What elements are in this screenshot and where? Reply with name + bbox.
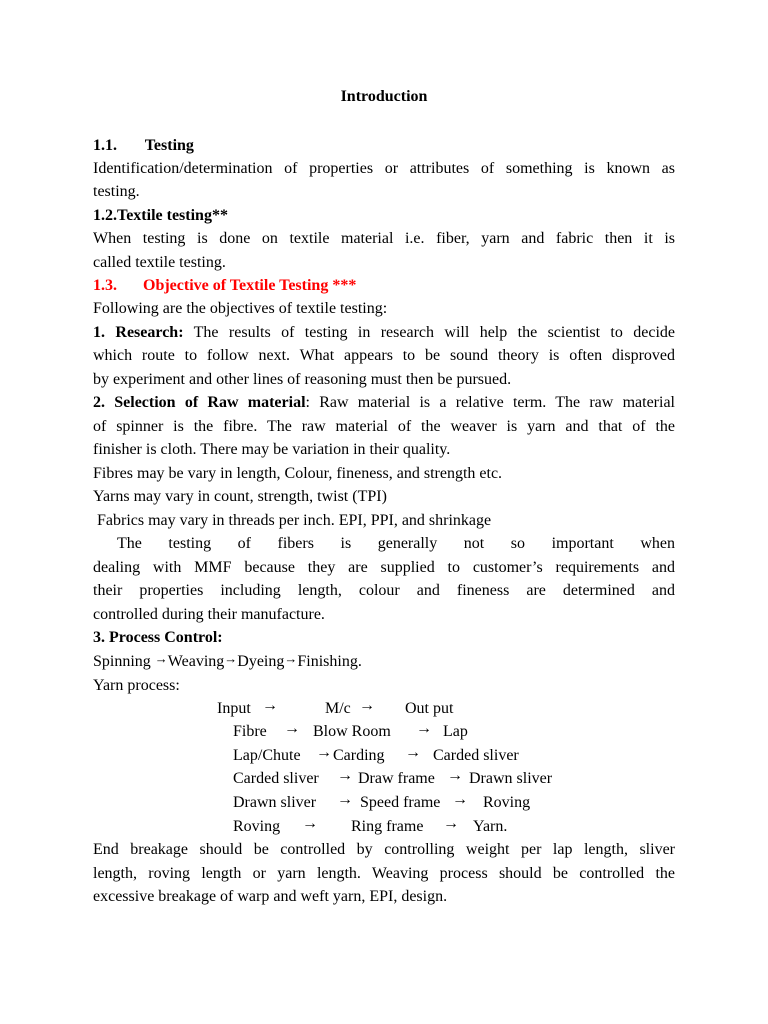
chain-step: Dyeing	[237, 653, 285, 670]
research-label: 1. Research:	[93, 324, 184, 341]
flow-cell: Drawn sliver	[469, 770, 553, 787]
flow-cell: Draw frame	[358, 770, 435, 787]
arrow-icon: →	[262, 697, 278, 714]
flow-cell: Input	[217, 700, 251, 717]
paragraph-line: When testing is done on textile material i.e. fiber, yarn and fabric then it is	[93, 230, 675, 247]
arrow-icon: →	[447, 767, 463, 784]
flow-cell: Fibre	[233, 723, 267, 740]
arrow-icon: →	[405, 744, 421, 761]
arrow-icon: →	[359, 697, 375, 714]
section-1-1-heading	[93, 136, 675, 156]
section-number: 1.1.	[93, 137, 117, 154]
research-line	[93, 323, 675, 343]
arrow-icon: →	[452, 791, 468, 808]
arrow-icon: →	[416, 720, 432, 737]
arrow-icon: →	[302, 815, 318, 832]
paragraph-line: which route to follow next. What appears to be sound theory is often disproved	[93, 347, 675, 364]
raw-material-text: : Raw material is a relative term. The raw material	[305, 394, 675, 411]
flow-cell: Carding	[333, 747, 385, 764]
paragraph-line: controlled during their manufacture.	[93, 606, 325, 623]
section-1-3-heading	[93, 276, 675, 296]
paragraph-line: excessive breakage of warp and weft yarn, EPI, design.	[93, 888, 448, 905]
page-title: Introduction	[340, 88, 428, 105]
arrow-icon: →	[337, 791, 353, 808]
paragraph-line: called textile testing.	[93, 254, 226, 271]
research-text: The results of testing in research will help the scientist to decide	[183, 324, 676, 341]
flow-cell: Yarn.	[473, 818, 508, 835]
flow-cell: Carded sliver	[433, 747, 519, 764]
paragraph-line: The testing of fibers is generally not so important when	[117, 535, 675, 552]
chain-step: Finishing.	[297, 653, 362, 670]
chain-step: Weaving	[167, 653, 225, 670]
paragraph-line: testing.	[93, 183, 140, 200]
arrow-icon: →	[224, 651, 238, 666]
section-number: 1.3.	[93, 277, 117, 294]
arrow-icon: →	[284, 651, 298, 666]
process-control-heading: 3. Process Control:	[93, 629, 223, 646]
paragraph-line: of spinner is the fibre. The raw material of the weaver is yarn and that of the	[93, 418, 675, 435]
paragraph-line: Yarns may vary in count, strength, twist (TPI)	[93, 488, 387, 505]
paragraph-line: Fabrics may vary in threads per inch. EPI, PPI, and shrinkage	[93, 512, 492, 529]
paragraph-line: End breakage should be controlled by controlling weight per lap length, sliver	[93, 841, 675, 858]
flow-cell: Roving	[483, 794, 531, 811]
arrow-icon: →	[316, 744, 332, 761]
flow-cell: Blow Room	[313, 723, 391, 740]
arrow-icon: →	[284, 720, 300, 737]
flow-cell: Roving	[233, 818, 281, 835]
flow-cell: Out put	[405, 700, 454, 717]
section-1-2-heading: 1.2.Textile testing**	[93, 207, 228, 224]
flow-cell: Lap/Chute	[233, 747, 301, 764]
flow-cell: Speed frame	[360, 794, 441, 811]
paragraph-line: Fibres may be vary in length, Colour, fineness, and strength etc.	[93, 465, 503, 482]
paragraph-line: finisher is cloth. There may be variation in their quality.	[93, 441, 451, 458]
objectives-intro: Following are the objectives of textile testing:	[93, 300, 388, 317]
flow-cell: Lap	[443, 723, 468, 740]
section-label: Objective of Textile Testing ***	[143, 277, 357, 294]
flow-cell: M/c	[325, 700, 351, 717]
raw-material-line	[93, 393, 675, 413]
paragraph-line: by experiment and other lines of reasoning must then be pursued.	[93, 371, 512, 388]
section-label: Testing	[144, 137, 194, 154]
yarn-process-label: Yarn process:	[93, 677, 180, 694]
arrow-icon: →	[337, 767, 353, 784]
paragraph-line: their properties including length, colour and fineness are determined and	[93, 582, 675, 599]
flow-cell: Ring frame	[351, 818, 424, 835]
process-chain	[93, 652, 675, 672]
paragraph-line: length, roving length or yarn length. Weaving process should be controlled the	[93, 865, 675, 882]
arrow-icon: →	[154, 651, 168, 666]
flow-cell: Carded sliver	[233, 770, 319, 787]
flow-cell: Drawn sliver	[233, 794, 317, 811]
raw-material-label: 2. Selection of Raw material	[93, 394, 306, 411]
chain-step: Spinning	[93, 653, 155, 670]
paragraph-line: dealing with MMF because they are supplied to customer’s requirements and	[93, 559, 675, 576]
paragraph-line: Identification/determination of properties or attributes of something is known as	[93, 160, 675, 177]
arrow-icon: →	[443, 815, 459, 832]
